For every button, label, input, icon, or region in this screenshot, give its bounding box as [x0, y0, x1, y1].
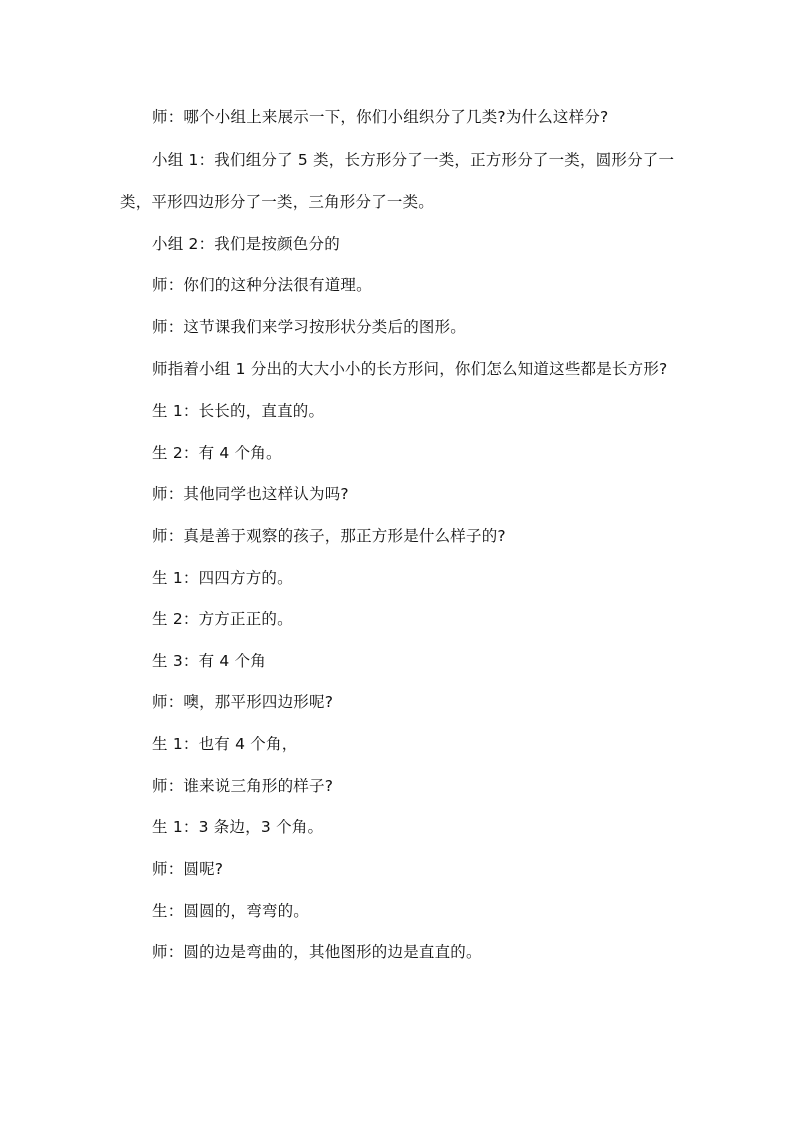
paragraph-circle-question: 师：圆呢?: [152, 860, 224, 878]
paragraph-rectangle-question: 师指着小组 1 分出的大大小小的长方形问，你们怎么知道这些都是长方形?: [152, 360, 668, 378]
paragraph-lesson-intro: 师：这节课我们来学习按形状分类后的图形。: [152, 318, 467, 336]
paragraph-student1-parallelogram: 生 1：也有 4 个角，: [152, 735, 298, 753]
paragraph-teacher-question: 师：哪个小组上来展示一下，你们小组织分了几类?为什么这样分?: [152, 108, 609, 126]
paragraph-group1-answer-line1: 小组 1：我们组分了 5 类，长方形分了一类，正方形分了一类，圆形分了一: [152, 151, 675, 169]
paragraph-parallelogram-question: 师：噢，那平形四边形呢?: [152, 693, 334, 711]
paragraph-triangle-question: 师：谁来说三角形的样子?: [152, 777, 334, 795]
paragraph-student-circle: 生：圆圆的，弯弯的。: [152, 902, 310, 920]
paragraph-student1-square: 生 1：四四方方的。: [152, 569, 293, 587]
paragraph-student2-rectangle: 生 2：有 4 个角。: [152, 444, 282, 462]
paragraph-group2-answer: 小组 2：我们是按颜色分的: [152, 235, 340, 253]
paragraph-group1-answer-line2: 类，平形四边形分了一类，三角形分了一类。: [120, 193, 435, 211]
paragraph-student1-triangle: 生 1：3 条边，3 个角。: [152, 818, 324, 836]
paragraph-teacher-agree: 师：其他同学也这样认为吗?: [152, 485, 349, 503]
paragraph-teacher-summary: 师：圆的边是弯曲的，其他图形的边是直直的。: [152, 943, 482, 961]
paragraph-teacher-comment: 师：你们的这种分法很有道理。: [152, 276, 372, 294]
paragraph-square-question: 师：真是善于观察的孩子，那正方形是什么样子的?: [152, 527, 506, 545]
paragraph-student1-rectangle: 生 1：长长的，直直的。: [152, 402, 325, 420]
paragraph-student3-square: 生 3：有 4 个角: [152, 652, 267, 670]
paragraph-student2-square: 生 2：方方正正的。: [152, 610, 293, 628]
